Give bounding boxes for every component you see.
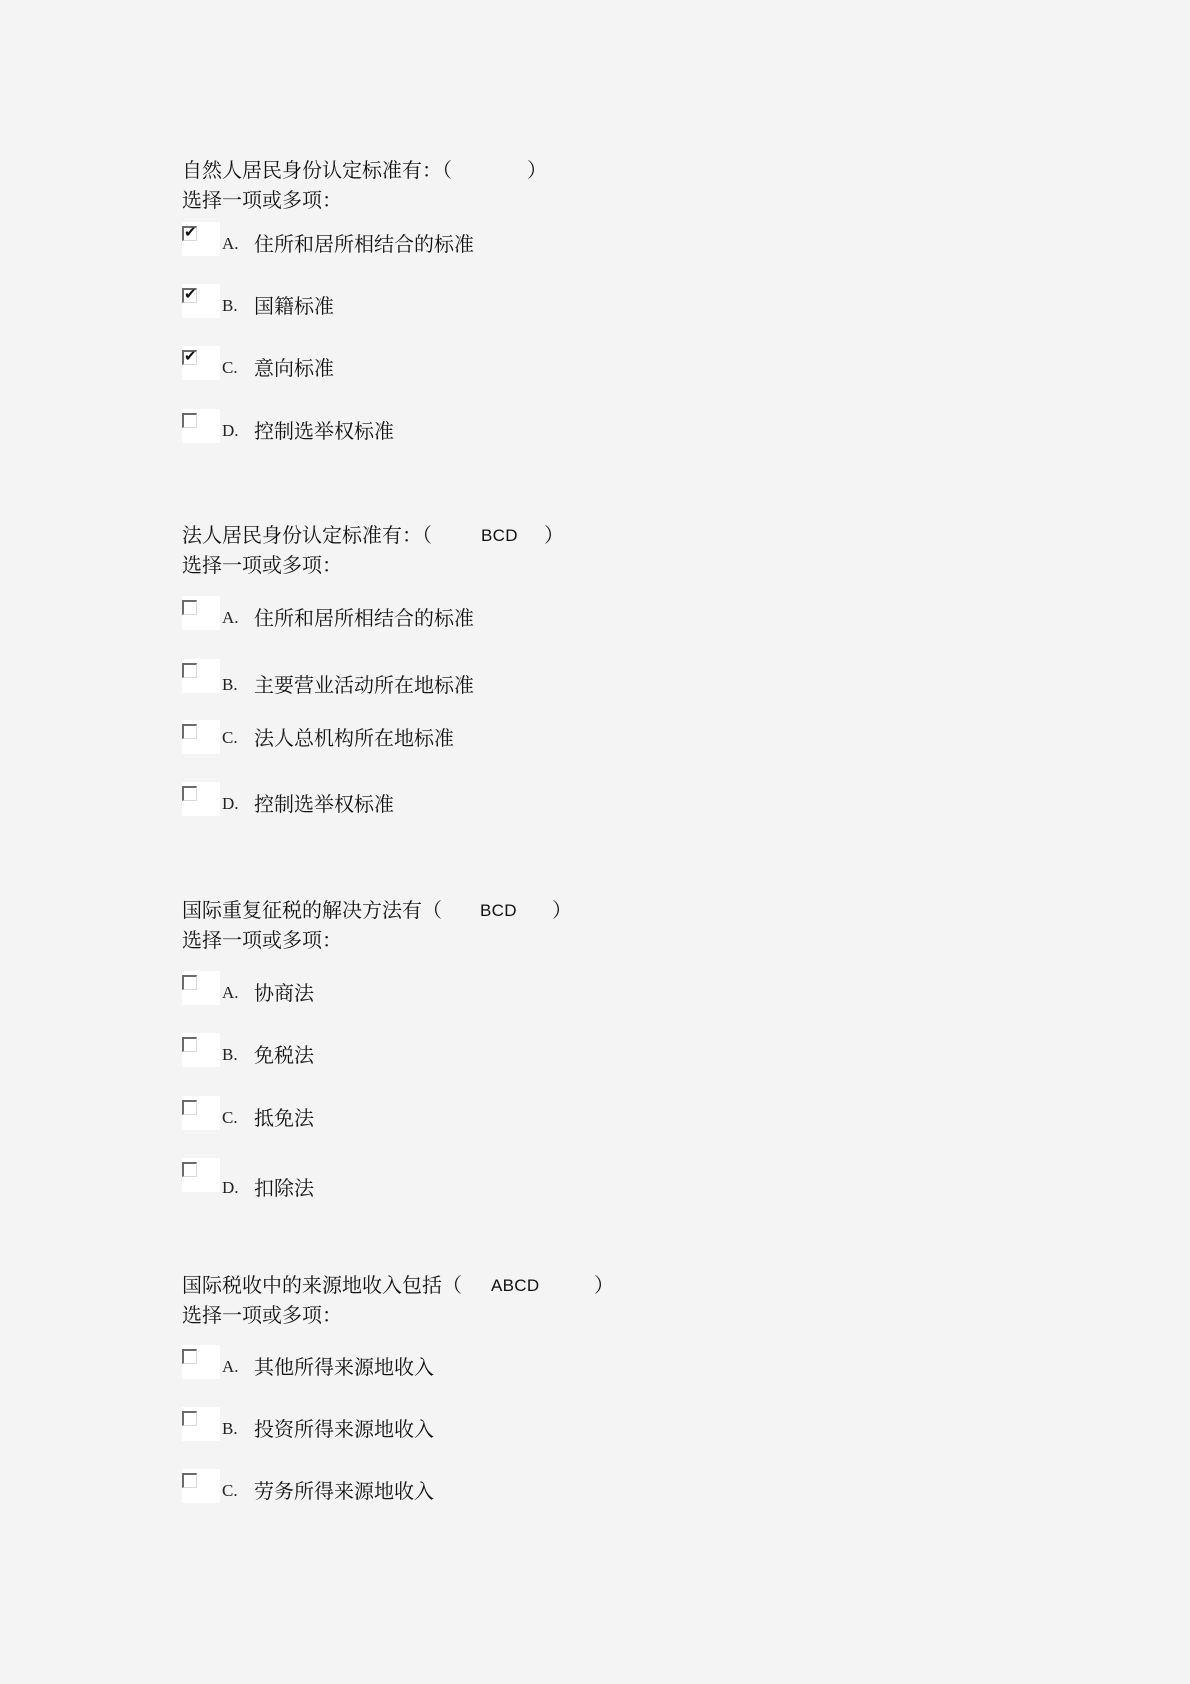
option-a[interactable] [182, 971, 582, 1007]
option-d[interactable] [182, 782, 582, 818]
option-text: 控制选举权标准 [254, 792, 394, 816]
question-1 [182, 157, 547, 213]
option-text: 扣除法 [254, 1176, 314, 1200]
option-a[interactable] [182, 1345, 582, 1381]
option-letter: B. [222, 296, 238, 315]
question-text: 法人居民身份认定标准有：（ [182, 523, 432, 547]
close-paren: ） [552, 898, 572, 922]
option-d[interactable] [182, 1158, 582, 1200]
option-letter: B. [222, 1419, 238, 1438]
option-letter: B. [222, 1045, 238, 1064]
option-letter: C. [222, 728, 238, 747]
option-letter: C. [222, 358, 238, 377]
checkbox[interactable] [182, 786, 197, 801]
option-text: 住所和居所相结合的标准 [254, 232, 474, 256]
select-hint: 选择一项或多项： [182, 1303, 342, 1327]
option-c[interactable] [182, 1469, 582, 1505]
option-c[interactable] [182, 1096, 582, 1132]
option-letter: A. [222, 983, 239, 1002]
checkbox[interactable] [182, 1162, 197, 1177]
question-text: 国际重复征税的解决方法有（ [182, 898, 442, 922]
answer-text: ABCD [491, 1276, 540, 1295]
checkbox[interactable] [182, 1349, 197, 1364]
option-a[interactable] [182, 596, 582, 632]
option-letter: A. [222, 1357, 239, 1376]
option-b[interactable] [182, 659, 582, 695]
checkbox[interactable] [182, 285, 197, 303]
option-b[interactable] [182, 284, 582, 320]
option-letter: D. [222, 794, 239, 813]
option-text: 协商法 [254, 981, 314, 1005]
answer-text: BCD [480, 901, 517, 920]
checkmark-icon: ✔ [184, 223, 197, 241]
close-paren: ） [527, 158, 547, 182]
question-title [182, 897, 572, 923]
question-text: 国际税收中的来源地收入包括（ [182, 1273, 462, 1297]
question-2 [182, 522, 564, 578]
checkbox[interactable] [182, 724, 197, 739]
checkbox[interactable] [182, 413, 197, 428]
option-text: 控制选举权标准 [254, 419, 394, 443]
checkmark-icon: ✔ [184, 347, 197, 365]
option-letter: C. [222, 1108, 238, 1127]
question-text: 自然人居民身份认定标准有：（ [182, 158, 452, 182]
option-text: 意向标准 [254, 356, 334, 380]
checkbox[interactable] [182, 1100, 197, 1115]
question-title [182, 157, 547, 183]
checkmark-icon: ✔ [184, 285, 197, 303]
close-paren: ） [544, 523, 564, 547]
option-b[interactable] [182, 1407, 582, 1443]
close-paren: ） [594, 1273, 614, 1297]
select-hint: 选择一项或多项： [182, 928, 342, 952]
option-text: 劳务所得来源地收入 [254, 1479, 434, 1503]
option-text: 法人总机构所在地标准 [254, 726, 454, 750]
checkbox[interactable] [182, 1037, 197, 1052]
answer-text: BCD [481, 526, 518, 545]
question-3 [182, 897, 572, 953]
option-text: 主要营业活动所在地标准 [254, 673, 474, 697]
option-text: 住所和居所相结合的标准 [254, 606, 474, 630]
option-letter: D. [222, 1178, 239, 1197]
checkbox[interactable] [182, 975, 197, 990]
option-letter: C. [222, 1481, 238, 1500]
option-text: 抵免法 [254, 1106, 314, 1130]
checkbox[interactable] [182, 1473, 197, 1488]
checkbox[interactable] [182, 663, 197, 678]
option-text: 其他所得来源地收入 [254, 1355, 434, 1379]
option-letter: A. [222, 608, 239, 627]
checkbox[interactable] [182, 223, 197, 241]
option-text: 国籍标准 [254, 294, 334, 318]
select-hint: 选择一项或多项： [182, 188, 342, 212]
option-letter: D. [222, 421, 239, 440]
question-title [182, 1272, 614, 1298]
checkbox[interactable] [182, 1411, 197, 1426]
option-c[interactable] [182, 720, 582, 756]
option-b[interactable] [182, 1033, 582, 1069]
option-letter: B. [222, 675, 238, 694]
question-title [182, 522, 564, 548]
option-text: 免税法 [254, 1043, 314, 1067]
option-d[interactable] [182, 409, 582, 445]
checkbox[interactable] [182, 600, 197, 615]
option-c[interactable] [182, 346, 582, 382]
select-hint: 选择一项或多项： [182, 553, 342, 577]
question-4 [182, 1272, 614, 1328]
checkbox[interactable] [182, 347, 197, 365]
option-letter: A. [222, 234, 239, 253]
option-a[interactable] [182, 222, 582, 258]
option-text: 投资所得来源地收入 [254, 1417, 434, 1441]
